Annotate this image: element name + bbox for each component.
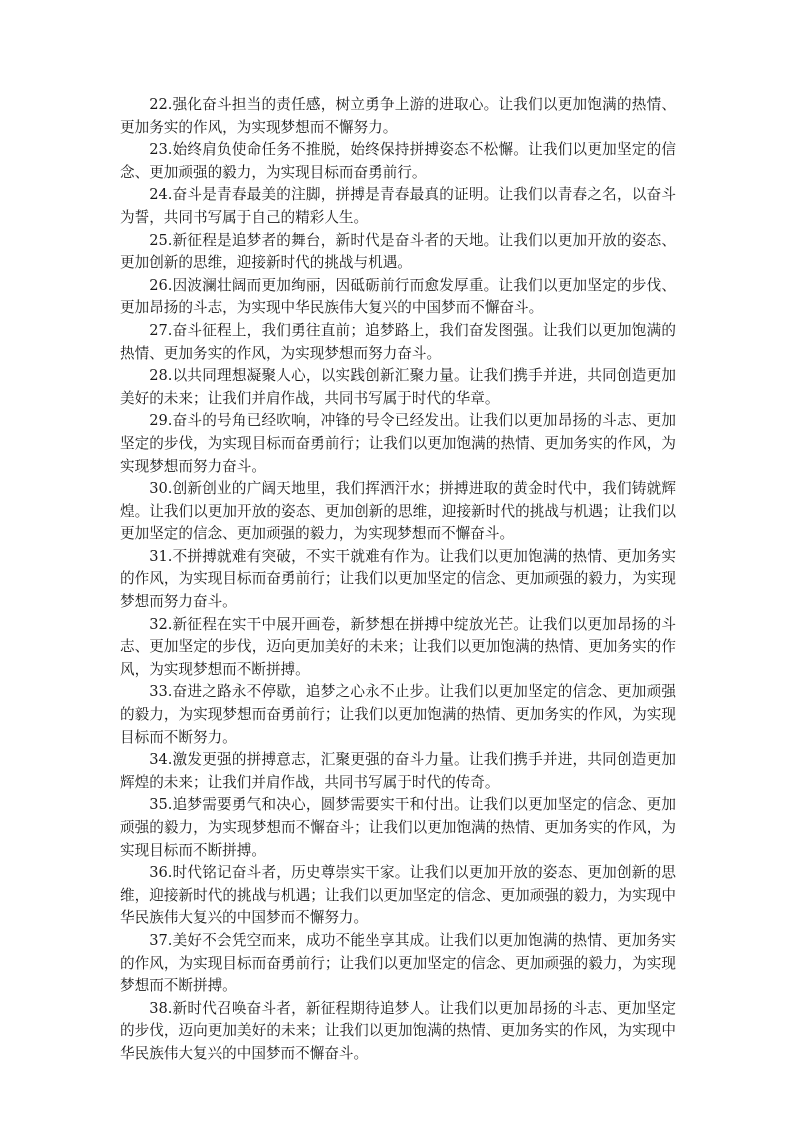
paragraph-23: 23.始终肩负使命任务不推脱，始终保持拼搏姿态不松懈。让我们以更加坚定的信念、更加顽强的毅力，为实现目标而奋勇前行。 (120, 141, 676, 181)
paragraph-29: 29.奋斗的号角已经吹响，冲锋的号令已经发出。让我们以更加昂扬的斗志、更加坚定的步伐，为实现目标而奋勇前行；让我们以更加饱满的热情、更加务实的作风，为实现梦想而努力奋斗。 (120, 412, 676, 475)
paragraph-31: 31.不拼搏就难有突破，不实干就难有作为。让我们以更加饱满的热情、更加务实的作风，为实现目标而奋勇前行；让我们以更加坚定的信念、更加顽强的毅力，为实现梦想而努力奋斗。 (120, 547, 676, 611)
paragraph-37: 37.美好不会凭空而来，成功不能坐享其成。让我们以更加饱满的热情、更加务实的作风，为实现目标而奋勇前行；让我们以更加坚定的信念、更加顽强的毅力，为实现梦想而不断拼搏。 (120, 931, 676, 995)
paragraph-33: 33.奋进之路永不停歇，追梦之心永不止步。让我们以更加坚定的信念、更加顽强的毅力，为实现梦想而奋勇前行；让我们以更加饱满的热情、更加务实的作风，为实现目标而不断努力。 (120, 683, 676, 746)
paragraph-34: 34.激发更强的拼搏意志，汇聚更强的奋斗力量。让我们携手并进，共同创造更加辉煌的未来；让我们并肩作战，共同书写属于时代的传奇。 (120, 751, 676, 791)
paragraph-28: 28.以共同理想凝聚人心，以实践创新汇聚力量。让我们携手并进，共同创造更加美好的未来；让我们并肩作战，共同书写属于时代的华章。 (120, 367, 676, 407)
paragraph-25: 25.新征程是追梦者的舞台，新时代是奋斗者的天地。让我们以更加开放的姿态、更加创新的思维，迎接新时代的挑战与机遇。 (120, 231, 676, 272)
paragraph-22: 22.强化奋斗担当的责任感，树立勇争上游的进取心。让我们以更加饱满的热情、更加务实的作风，为实现梦想而不懈努力。 (120, 96, 676, 136)
paragraph-38: 38.新时代召唤奋斗者，新征程期待追梦人。让我们以更加昂扬的斗志、更加坚定的步伐，迈向更加美好的未来；让我们以更加饱满的热情、更加务实的作风，为实现中华民族伟大复兴的中国梦而不懈奋斗。 (120, 999, 676, 1062)
paragraph-32: 32.新征程在实干中展开画卷，新梦想在拼搏中绽放光芒。让我们以更加昂扬的斗志、更加坚定的步伐，迈向更加美好的未来；让我们以更加饱满的热情、更加务实的作风，为实现梦想而不断拼搏。 (120, 615, 676, 678)
paragraph-35: 35.追梦需要勇气和决心，圆梦需要实干和付出。让我们以更加坚定的信念、更加顽强的毅力，为实现梦想而不懈奋斗；让我们以更加饱满的热情、更加务实的作风，为实现目标而不断拼搏。 (120, 796, 676, 859)
paragraph-24: 24.奋斗是青春最美的注脚，拼搏是青春最真的证明。让我们以青春之名，以奋斗为誓，共同书写属于自己的精彩人生。 (120, 186, 676, 226)
paragraph-26: 26.因波澜壮阔而更加绚丽，因砥砺前行而愈发厚重。让我们以更加坚定的步伐、更加昂扬的斗志，为实现中华民族伟大复兴的中国梦而不懈奋斗。 (120, 276, 676, 317)
document-body (120, 94, 676, 1066)
paragraph-36: 36.时代铭记奋斗者，历史尊崇实干家。让我们以更加开放的姿态、更加创新的思维，迎接新时代的挑战与机遇；让我们以更加坚定的信念、更加顽强的毅力，为实现中华民族伟大复兴的中国梦而不懈努力。 (120, 864, 676, 927)
paragraph-27: 27.奋斗征程上，我们勇往直前；追梦路上，我们奋发图强。让我们以更加饱满的热情、更加务实的作风，为实现梦想而努力奋斗。 (120, 321, 676, 362)
paragraph-30: 30.创新创业的广阔天地里，我们挥洒汗水；拼搏进取的黄金时代中，我们铸就辉煌。让我们以更加开放的姿态、更加创新的思维，迎接新时代的挑战与机遇；让我们以更加坚定的信念、更加顽强的毅力，为实现梦想而不懈奋斗。 (120, 480, 676, 543)
